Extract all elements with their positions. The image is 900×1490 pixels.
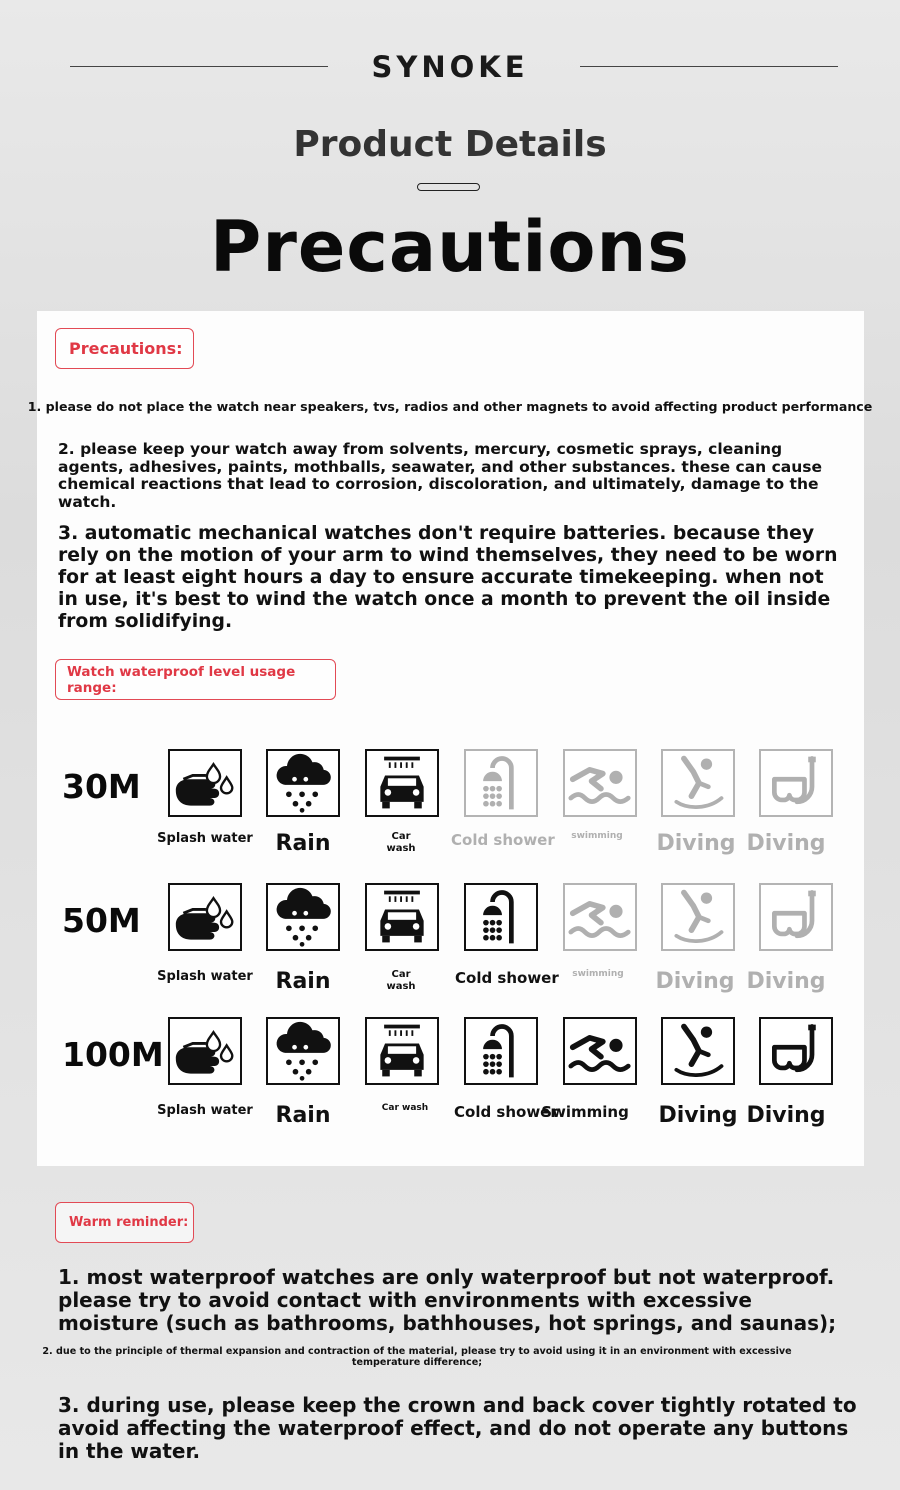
swimming-icon xyxy=(563,749,637,817)
precaution-item-1: 1. please do not place the watch near speakers, tvs, radios and other magnets to avoid affecting product performance xyxy=(27,399,873,414)
waterproof-label: Rain xyxy=(275,831,331,856)
snorkel-icon xyxy=(759,1017,833,1085)
reminder-item-1: 1. most waterproof watches are only waterproof but not waterproof. please try to avoid contact with environments with excessive moisture (such as bathrooms, bathhouses, hot springs, and saunas); xyxy=(58,1265,837,1335)
waterproof-label: Car wash xyxy=(386,969,416,992)
brand-logo: SYNOKE xyxy=(371,50,529,84)
rain-icon xyxy=(266,749,340,817)
waterproof-label: Splash water xyxy=(157,969,253,984)
waterproof-label: Diving xyxy=(655,969,735,994)
precautions-tag: Precautions: xyxy=(55,328,194,369)
waterproof-label: Car wash xyxy=(386,831,416,854)
rain-icon xyxy=(266,1017,340,1085)
precaution-item-3: 3. automatic mechanical watches don't require batteries. because they rely on the motion of your arm to wind themselves, they need to be worn for at least eight hours a day to ensure accurate timekeeping. when not in use, it's best to wind the watch once a month to prevent the oil inside from solidifying. xyxy=(58,523,838,632)
waterproof-level-100m: 100M xyxy=(62,1035,164,1074)
waterproof-label: Diving xyxy=(746,1103,826,1128)
reminder-tag: Warm reminder: xyxy=(55,1202,194,1243)
waterproof-label: Rain xyxy=(275,1103,331,1128)
cold-shower-icon xyxy=(464,749,538,817)
waterproof-label: Rain xyxy=(275,969,331,994)
waterproof-level-30m: 30M xyxy=(62,767,141,806)
diving-icon xyxy=(661,1017,735,1085)
waterproof-level-50m: 50M xyxy=(62,901,141,940)
waterproof-label: Splash water xyxy=(157,831,253,846)
precaution-item-2: 2. please keep your watch away from solvents, mercury, cosmetic sprays, cleaning agents, adhesives, paints, mothballs, seawater, and other substances. these can cause chemical reactions that lead to corrosion, discoloration, and ultimately, damage to the watch. xyxy=(58,440,823,511)
waterproof-label: Diving xyxy=(656,831,736,856)
waterproof-label: Diving xyxy=(746,969,826,994)
reminder-item-2: 2. due to the principle of thermal expansion and contraction of the material, please try to avoid using it in an environment with excessive temperature difference; xyxy=(42,1346,792,1368)
snorkel-icon xyxy=(759,749,833,817)
splash-water-icon xyxy=(168,883,242,951)
waterproof-label: Splash water xyxy=(157,1103,253,1118)
car-wash-icon xyxy=(365,883,439,951)
diving-icon xyxy=(661,883,735,951)
waterproof-label: Diving xyxy=(746,831,826,856)
waterproof-label: Car wash xyxy=(381,1103,429,1113)
splash-water-icon xyxy=(168,1017,242,1085)
waterproof-label: swimming xyxy=(571,831,623,841)
cold-shower-icon xyxy=(464,883,538,951)
title-divider xyxy=(417,183,480,191)
page-subtitle: Product Details xyxy=(293,124,607,165)
waterproof-label: swimming xyxy=(572,969,624,979)
waterproof-label: Cold shower xyxy=(454,1103,558,1121)
swimming-icon xyxy=(563,1017,637,1085)
waterproof-label: Cold shower xyxy=(451,831,555,849)
waterproof-label: Swimming xyxy=(541,1103,629,1121)
diving-icon xyxy=(661,749,735,817)
cold-shower-icon xyxy=(464,1017,538,1085)
rain-icon xyxy=(266,883,340,951)
snorkel-icon xyxy=(759,883,833,951)
car-wash-icon xyxy=(365,749,439,817)
waterproof-tag: Watch waterproof level usage range: xyxy=(55,659,336,700)
swimming-icon xyxy=(563,883,637,951)
waterproof-label: Diving xyxy=(658,1103,738,1128)
splash-water-icon xyxy=(168,749,242,817)
page-title: Precautions xyxy=(210,206,690,288)
car-wash-icon xyxy=(365,1017,439,1085)
waterproof-label: Cold shower xyxy=(455,969,559,987)
reminder-item-3: 3. during use, please keep the crown and back cover tightly rotated to avoid affecting the waterproof effect, and do not operate any buttons in the water. xyxy=(58,1393,857,1463)
